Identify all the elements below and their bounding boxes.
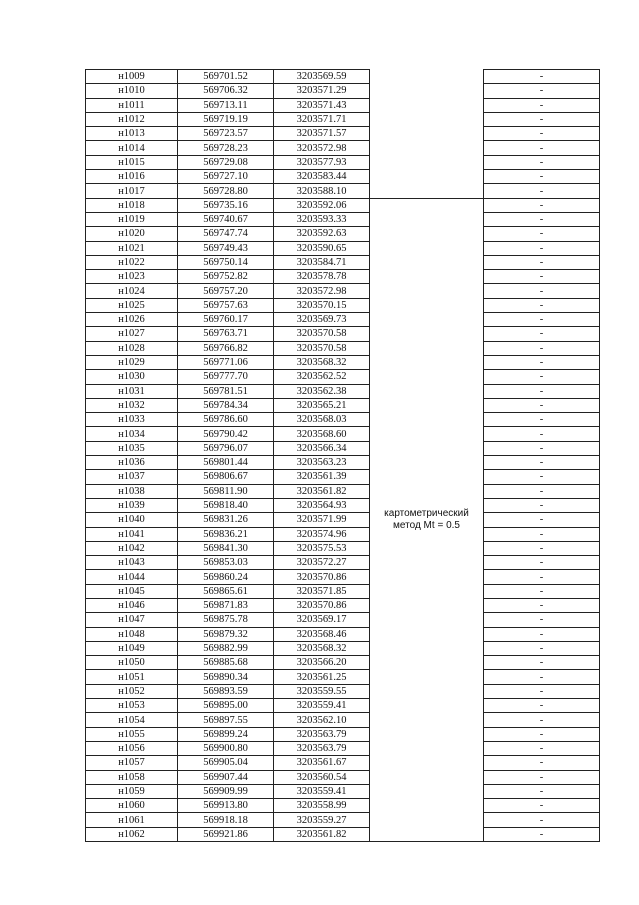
note-cell: - bbox=[484, 413, 600, 427]
y-coordinate-cell: 3203563.79 bbox=[274, 727, 370, 741]
note-cell: - bbox=[484, 498, 600, 512]
y-coordinate-cell: 3203569.73 bbox=[274, 313, 370, 327]
table-row bbox=[86, 799, 600, 813]
y-coordinate-cell: 3203563.79 bbox=[274, 741, 370, 755]
y-coordinate-cell: 3203570.15 bbox=[274, 298, 370, 312]
point-id-cell: н1025 bbox=[86, 298, 178, 312]
point-id-cell: н1041 bbox=[86, 527, 178, 541]
x-coordinate-cell: 569713.11 bbox=[178, 98, 274, 112]
x-coordinate-cell: 569735.16 bbox=[178, 198, 274, 212]
point-id-cell: н1048 bbox=[86, 627, 178, 641]
note-cell: - bbox=[484, 184, 600, 198]
y-coordinate-cell: 3203559.41 bbox=[274, 699, 370, 713]
note-cell: - bbox=[484, 813, 600, 827]
point-id-cell: н1015 bbox=[86, 155, 178, 169]
x-coordinate-cell: 569750.14 bbox=[178, 255, 274, 269]
table-row bbox=[86, 541, 600, 555]
table-row bbox=[86, 713, 600, 727]
point-id-cell: н1050 bbox=[86, 656, 178, 670]
x-coordinate-cell: 569890.34 bbox=[178, 670, 274, 684]
y-coordinate-cell: 3203568.60 bbox=[274, 427, 370, 441]
x-coordinate-cell: 569796.07 bbox=[178, 441, 274, 455]
y-coordinate-cell: 3203571.29 bbox=[274, 84, 370, 98]
x-coordinate-cell: 569790.42 bbox=[178, 427, 274, 441]
table-row bbox=[86, 170, 600, 184]
y-coordinate-cell: 3203561.67 bbox=[274, 756, 370, 770]
y-coordinate-cell: 3203590.65 bbox=[274, 241, 370, 255]
point-id-cell: н1052 bbox=[86, 684, 178, 698]
note-cell: - bbox=[484, 155, 600, 169]
y-coordinate-cell: 3203572.27 bbox=[274, 556, 370, 570]
table-row bbox=[86, 70, 600, 84]
point-id-cell: н1038 bbox=[86, 484, 178, 498]
y-coordinate-cell: 3203570.86 bbox=[274, 570, 370, 584]
note-cell: - bbox=[484, 799, 600, 813]
table-row bbox=[86, 484, 600, 498]
x-coordinate-cell: 569882.99 bbox=[178, 641, 274, 655]
point-id-cell: н1055 bbox=[86, 727, 178, 741]
table-row bbox=[86, 527, 600, 541]
table-row bbox=[86, 184, 600, 198]
table-row bbox=[86, 341, 600, 355]
x-coordinate-cell: 569853.03 bbox=[178, 556, 274, 570]
x-coordinate-cell: 569729.08 bbox=[178, 155, 274, 169]
y-coordinate-cell: 3203562.38 bbox=[274, 384, 370, 398]
table-row bbox=[86, 456, 600, 470]
method-blank-cell bbox=[370, 84, 484, 98]
point-id-cell: н1009 bbox=[86, 70, 178, 84]
x-coordinate-cell: 569900.80 bbox=[178, 741, 274, 755]
note-cell: - bbox=[484, 241, 600, 255]
point-id-cell: н1057 bbox=[86, 756, 178, 770]
y-coordinate-cell: 3203570.86 bbox=[274, 598, 370, 612]
method-blank-cell bbox=[370, 127, 484, 141]
y-coordinate-cell: 3203583.44 bbox=[274, 170, 370, 184]
note-cell: - bbox=[484, 741, 600, 755]
table-row bbox=[86, 813, 600, 827]
x-coordinate-cell: 569885.68 bbox=[178, 656, 274, 670]
point-id-cell: н1022 bbox=[86, 255, 178, 269]
x-coordinate-cell: 569777.70 bbox=[178, 370, 274, 384]
point-id-cell: н1036 bbox=[86, 456, 178, 470]
table-row bbox=[86, 212, 600, 226]
note-cell: - bbox=[484, 398, 600, 412]
note-cell: - bbox=[484, 70, 600, 84]
y-coordinate-cell: 3203561.82 bbox=[274, 484, 370, 498]
y-coordinate-cell: 3203559.55 bbox=[274, 684, 370, 698]
x-coordinate-cell: 569719.19 bbox=[178, 112, 274, 126]
x-coordinate-cell: 569918.18 bbox=[178, 813, 274, 827]
point-id-cell: н1061 bbox=[86, 813, 178, 827]
note-cell: - bbox=[484, 198, 600, 212]
point-id-cell: н1059 bbox=[86, 784, 178, 798]
note-cell: - bbox=[484, 327, 600, 341]
note-cell: - bbox=[484, 699, 600, 713]
y-coordinate-cell: 3203571.43 bbox=[274, 98, 370, 112]
table-row bbox=[86, 470, 600, 484]
note-cell: - bbox=[484, 341, 600, 355]
x-coordinate-cell: 569865.61 bbox=[178, 584, 274, 598]
point-id-cell: н1040 bbox=[86, 513, 178, 527]
y-coordinate-cell: 3203562.10 bbox=[274, 713, 370, 727]
point-id-cell: н1049 bbox=[86, 641, 178, 655]
point-id-cell: н1037 bbox=[86, 470, 178, 484]
note-cell: - bbox=[484, 656, 600, 670]
table-row bbox=[86, 313, 600, 327]
y-coordinate-cell: 3203569.17 bbox=[274, 613, 370, 627]
point-id-cell: н1017 bbox=[86, 184, 178, 198]
point-id-cell: н1054 bbox=[86, 713, 178, 727]
x-coordinate-cell: 569913.80 bbox=[178, 799, 274, 813]
y-coordinate-cell: 3203561.39 bbox=[274, 470, 370, 484]
table-row bbox=[86, 98, 600, 112]
note-cell: - bbox=[484, 255, 600, 269]
y-coordinate-cell: 3203560.54 bbox=[274, 770, 370, 784]
x-coordinate-cell: 569879.32 bbox=[178, 627, 274, 641]
table-row bbox=[86, 627, 600, 641]
x-coordinate-cell: 569841.30 bbox=[178, 541, 274, 555]
y-coordinate-cell: 3203571.99 bbox=[274, 513, 370, 527]
y-coordinate-cell: 3203564.93 bbox=[274, 498, 370, 512]
method-name: картометрический bbox=[384, 507, 469, 519]
x-coordinate-cell: 569811.90 bbox=[178, 484, 274, 498]
table-row bbox=[86, 656, 600, 670]
point-id-cell: н1020 bbox=[86, 227, 178, 241]
point-id-cell: н1012 bbox=[86, 112, 178, 126]
note-cell: - bbox=[484, 556, 600, 570]
point-id-cell: н1032 bbox=[86, 398, 178, 412]
note-cell: - bbox=[484, 298, 600, 312]
x-coordinate-cell: 569760.17 bbox=[178, 313, 274, 327]
table-row bbox=[86, 770, 600, 784]
point-id-cell: н1014 bbox=[86, 141, 178, 155]
y-coordinate-cell: 3203568.03 bbox=[274, 413, 370, 427]
x-coordinate-cell: 569836.21 bbox=[178, 527, 274, 541]
note-cell: - bbox=[484, 541, 600, 555]
x-coordinate-cell: 569921.86 bbox=[178, 827, 274, 841]
table-row bbox=[86, 198, 600, 212]
point-id-cell: н1019 bbox=[86, 212, 178, 226]
y-coordinate-cell: 3203571.85 bbox=[274, 584, 370, 598]
point-id-cell: н1043 bbox=[86, 556, 178, 570]
note-cell: - bbox=[484, 484, 600, 498]
y-coordinate-cell: 3203568.32 bbox=[274, 641, 370, 655]
note-cell: - bbox=[484, 370, 600, 384]
y-coordinate-cell: 3203572.98 bbox=[274, 141, 370, 155]
method-blank-cell bbox=[370, 98, 484, 112]
table-row bbox=[86, 227, 600, 241]
table-row bbox=[86, 699, 600, 713]
x-coordinate-cell: 569907.44 bbox=[178, 770, 274, 784]
x-coordinate-cell: 569899.24 bbox=[178, 727, 274, 741]
point-id-cell: н1021 bbox=[86, 241, 178, 255]
x-coordinate-cell: 569752.82 bbox=[178, 270, 274, 284]
table-row bbox=[86, 284, 600, 298]
note-cell: - bbox=[484, 727, 600, 741]
x-coordinate-cell: 569701.52 bbox=[178, 70, 274, 84]
y-coordinate-cell: 3203561.25 bbox=[274, 670, 370, 684]
note-cell: - bbox=[484, 784, 600, 798]
method-blank-cell bbox=[370, 184, 484, 198]
note-cell: - bbox=[484, 827, 600, 841]
note-cell: - bbox=[484, 441, 600, 455]
note-cell: - bbox=[484, 98, 600, 112]
note-cell: - bbox=[484, 170, 600, 184]
table-row bbox=[86, 827, 600, 841]
point-id-cell: н1028 bbox=[86, 341, 178, 355]
table-row bbox=[86, 556, 600, 570]
x-coordinate-cell: 569801.44 bbox=[178, 456, 274, 470]
note-cell: - bbox=[484, 384, 600, 398]
method-blank-cell bbox=[370, 112, 484, 126]
note-cell: - bbox=[484, 427, 600, 441]
table-row bbox=[86, 141, 600, 155]
table-row bbox=[86, 427, 600, 441]
note-cell: - bbox=[484, 570, 600, 584]
y-coordinate-cell: 3203570.58 bbox=[274, 327, 370, 341]
note-cell: - bbox=[484, 227, 600, 241]
x-coordinate-cell: 569893.59 bbox=[178, 684, 274, 698]
table-row bbox=[86, 641, 600, 655]
point-id-cell: н1018 bbox=[86, 198, 178, 212]
method-blank-cell bbox=[370, 155, 484, 169]
x-coordinate-cell: 569763.71 bbox=[178, 327, 274, 341]
x-coordinate-cell: 569766.82 bbox=[178, 341, 274, 355]
table-row bbox=[86, 127, 600, 141]
x-coordinate-cell: 569784.34 bbox=[178, 398, 274, 412]
note-cell: - bbox=[484, 84, 600, 98]
y-coordinate-cell: 3203575.53 bbox=[274, 541, 370, 555]
x-coordinate-cell: 569875.78 bbox=[178, 613, 274, 627]
point-id-cell: н1062 bbox=[86, 827, 178, 841]
table-row bbox=[86, 584, 600, 598]
y-coordinate-cell: 3203565.21 bbox=[274, 398, 370, 412]
note-cell: - bbox=[484, 527, 600, 541]
note-cell: - bbox=[484, 584, 600, 598]
table-row bbox=[86, 598, 600, 612]
table-row bbox=[86, 613, 600, 627]
point-id-cell: н1024 bbox=[86, 284, 178, 298]
x-coordinate-cell: 569740.67 bbox=[178, 212, 274, 226]
note-cell: - bbox=[484, 127, 600, 141]
note-cell: - bbox=[484, 770, 600, 784]
point-id-cell: н1030 bbox=[86, 370, 178, 384]
point-id-cell: н1051 bbox=[86, 670, 178, 684]
point-id-cell: н1033 bbox=[86, 413, 178, 427]
point-id-cell: н1027 bbox=[86, 327, 178, 341]
table-row bbox=[86, 255, 600, 269]
note-cell: - bbox=[484, 598, 600, 612]
note-cell: - bbox=[484, 270, 600, 284]
y-coordinate-cell: 3203570.58 bbox=[274, 341, 370, 355]
point-id-cell: н1045 bbox=[86, 584, 178, 598]
point-id-cell: н1013 bbox=[86, 127, 178, 141]
point-id-cell: н1039 bbox=[86, 498, 178, 512]
note-cell: - bbox=[484, 212, 600, 226]
y-coordinate-cell: 3203578.78 bbox=[274, 270, 370, 284]
y-coordinate-cell: 3203568.46 bbox=[274, 627, 370, 641]
y-coordinate-cell: 3203572.98 bbox=[274, 284, 370, 298]
point-id-cell: н1053 bbox=[86, 699, 178, 713]
y-coordinate-cell: 3203592.63 bbox=[274, 227, 370, 241]
y-coordinate-cell: 3203562.52 bbox=[274, 370, 370, 384]
y-coordinate-cell: 3203571.57 bbox=[274, 127, 370, 141]
table-row bbox=[86, 355, 600, 369]
y-coordinate-cell: 3203593.33 bbox=[274, 212, 370, 226]
y-coordinate-cell: 3203558.99 bbox=[274, 799, 370, 813]
table-row bbox=[86, 327, 600, 341]
table-row bbox=[86, 727, 600, 741]
note-cell: - bbox=[484, 670, 600, 684]
x-coordinate-cell: 569818.40 bbox=[178, 498, 274, 512]
y-coordinate-cell: 3203588.10 bbox=[274, 184, 370, 198]
table-row bbox=[86, 756, 600, 770]
note-cell: - bbox=[484, 513, 600, 527]
point-id-cell: н1023 bbox=[86, 270, 178, 284]
table-row bbox=[86, 441, 600, 455]
y-coordinate-cell: 3203571.71 bbox=[274, 112, 370, 126]
note-cell: - bbox=[484, 456, 600, 470]
point-id-cell: н1056 bbox=[86, 741, 178, 755]
x-coordinate-cell: 569757.20 bbox=[178, 284, 274, 298]
y-coordinate-cell: 3203561.82 bbox=[274, 827, 370, 841]
method-blank-cell bbox=[370, 141, 484, 155]
point-id-cell: н1029 bbox=[86, 355, 178, 369]
x-coordinate-cell: 569781.51 bbox=[178, 384, 274, 398]
x-coordinate-cell: 569728.80 bbox=[178, 184, 274, 198]
table-row bbox=[86, 413, 600, 427]
y-coordinate-cell: 3203566.34 bbox=[274, 441, 370, 455]
point-id-cell: н1058 bbox=[86, 770, 178, 784]
point-id-cell: н1042 bbox=[86, 541, 178, 555]
table-row bbox=[86, 241, 600, 255]
coordinates-table-page bbox=[85, 69, 599, 842]
note-cell: - bbox=[484, 112, 600, 126]
note-cell: - bbox=[484, 470, 600, 484]
point-id-cell: н1031 bbox=[86, 384, 178, 398]
x-coordinate-cell: 569806.67 bbox=[178, 470, 274, 484]
note-cell: - bbox=[484, 627, 600, 641]
table-row bbox=[86, 270, 600, 284]
x-coordinate-cell: 569909.99 bbox=[178, 784, 274, 798]
x-coordinate-cell: 569728.23 bbox=[178, 141, 274, 155]
note-cell: - bbox=[484, 355, 600, 369]
note-cell: - bbox=[484, 641, 600, 655]
point-id-cell: н1016 bbox=[86, 170, 178, 184]
table-row bbox=[86, 398, 600, 412]
table-row bbox=[86, 741, 600, 755]
table-row bbox=[86, 670, 600, 684]
y-coordinate-cell: 3203592.06 bbox=[274, 198, 370, 212]
table-row bbox=[86, 155, 600, 169]
y-coordinate-cell: 3203574.96 bbox=[274, 527, 370, 541]
point-id-cell: н1047 bbox=[86, 613, 178, 627]
table-row bbox=[86, 112, 600, 126]
point-id-cell: н1011 bbox=[86, 98, 178, 112]
y-coordinate-cell: 3203559.41 bbox=[274, 784, 370, 798]
table-row bbox=[86, 684, 600, 698]
x-coordinate-cell: 569860.24 bbox=[178, 570, 274, 584]
table-row bbox=[86, 570, 600, 584]
table-row bbox=[86, 513, 600, 527]
x-coordinate-cell: 569723.57 bbox=[178, 127, 274, 141]
y-coordinate-cell: 3203568.32 bbox=[274, 355, 370, 369]
point-id-cell: н1035 bbox=[86, 441, 178, 455]
note-cell: - bbox=[484, 613, 600, 627]
coordinates-table bbox=[85, 69, 600, 842]
y-coordinate-cell: 3203559.27 bbox=[274, 813, 370, 827]
table-row bbox=[86, 498, 600, 512]
x-coordinate-cell: 569786.60 bbox=[178, 413, 274, 427]
table-row bbox=[86, 298, 600, 312]
method-accuracy: метод Mt = 0.5 bbox=[393, 519, 460, 531]
x-coordinate-cell: 569905.04 bbox=[178, 756, 274, 770]
point-id-cell: н1044 bbox=[86, 570, 178, 584]
x-coordinate-cell: 569757.63 bbox=[178, 298, 274, 312]
y-coordinate-cell: 3203563.23 bbox=[274, 456, 370, 470]
x-coordinate-cell: 569831.26 bbox=[178, 513, 274, 527]
point-id-cell: н1060 bbox=[86, 799, 178, 813]
table-row bbox=[86, 370, 600, 384]
point-id-cell: н1034 bbox=[86, 427, 178, 441]
note-cell: - bbox=[484, 713, 600, 727]
method-blank-cell bbox=[370, 170, 484, 184]
table-row bbox=[86, 784, 600, 798]
x-coordinate-cell: 569895.00 bbox=[178, 699, 274, 713]
table-row bbox=[86, 384, 600, 398]
x-coordinate-cell: 569871.83 bbox=[178, 598, 274, 612]
x-coordinate-cell: 569749.43 bbox=[178, 241, 274, 255]
note-cell: - bbox=[484, 313, 600, 327]
x-coordinate-cell: 569727.10 bbox=[178, 170, 274, 184]
coordinates-table-body bbox=[86, 70, 600, 842]
note-cell: - bbox=[484, 684, 600, 698]
x-coordinate-cell: 569706.32 bbox=[178, 84, 274, 98]
note-cell: - bbox=[484, 756, 600, 770]
note-cell: - bbox=[484, 141, 600, 155]
y-coordinate-cell: 3203584.71 bbox=[274, 255, 370, 269]
x-coordinate-cell: 569771.06 bbox=[178, 355, 274, 369]
note-cell: - bbox=[484, 284, 600, 298]
point-id-cell: н1026 bbox=[86, 313, 178, 327]
table-row bbox=[86, 84, 600, 98]
x-coordinate-cell: 569747.74 bbox=[178, 227, 274, 241]
determination-method-cell bbox=[370, 198, 484, 841]
y-coordinate-cell: 3203569.59 bbox=[274, 70, 370, 84]
point-id-cell: н1010 bbox=[86, 84, 178, 98]
method-blank-cell bbox=[370, 70, 484, 84]
y-coordinate-cell: 3203566.20 bbox=[274, 656, 370, 670]
x-coordinate-cell: 569897.55 bbox=[178, 713, 274, 727]
point-id-cell: н1046 bbox=[86, 598, 178, 612]
y-coordinate-cell: 3203577.93 bbox=[274, 155, 370, 169]
